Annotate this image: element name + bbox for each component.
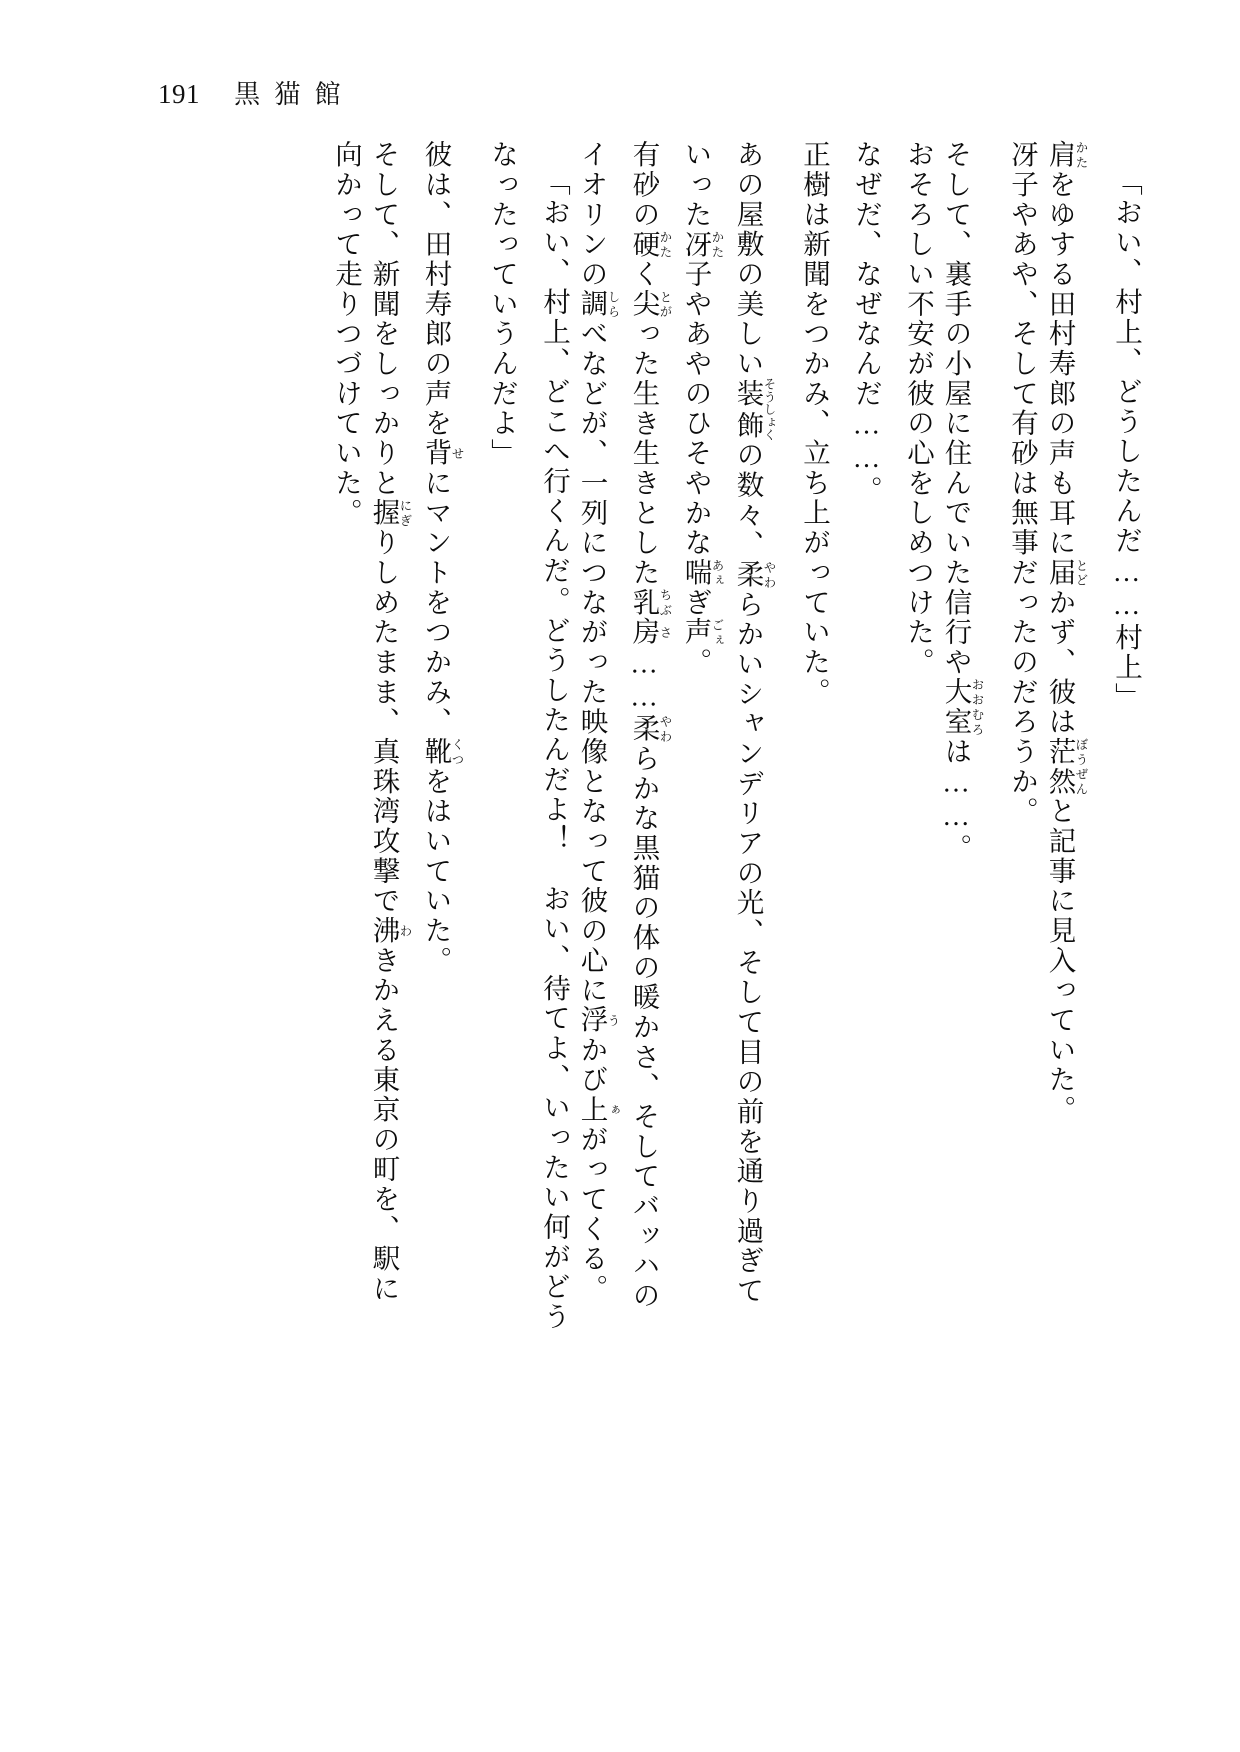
text-column: 肩かたをゆする田村寿郎の声も耳に届とどかず、彼は茫然ぼうぜんと記事に見入っていた。 bbox=[1044, 140, 1088, 1125]
vertical-text-body bbox=[100, 140, 1140, 1560]
running-title: 黒猫館 bbox=[234, 80, 355, 109]
text-column: 「おい、村上、どうしたんだ……村上」 bbox=[1111, 168, 1142, 713]
text-column: イオリンの調しらべなどが、一列につながった映像となって彼の心に浮うかび上ぁがってくる。 bbox=[576, 140, 620, 1304]
text-column: 有砂の硬かたく尖とがった生き生きとした乳ちぶ房さ……柔やわらかな黒猫の体の暖かさ、そしてバッハの bbox=[628, 140, 672, 1311]
text-column: 冴子やあや、そして有砂は無事だったのだろうか。 bbox=[1007, 140, 1038, 827]
text-column: 向かって走りつづけていた。 bbox=[331, 140, 362, 528]
text-column: いった冴かた子やあやのひそやかな喘あぇぎ声ごぇ。 bbox=[680, 140, 724, 678]
text-column: あの屋敷の美しい装飾そうしょくの数々、柔やわらかいシャンデリアの光、そして目の前を通り過ぎて bbox=[732, 140, 776, 1306]
running-head bbox=[158, 74, 355, 111]
text-column: 正樹は新聞をつかみ、立ち上がっていた。 bbox=[799, 140, 830, 707]
text-column: そして、新聞をしっかりと握にぎりしめたまま、真珠湾攻撃で沸わきかえる東京の町を、駅に bbox=[368, 140, 412, 1304]
text-column: 彼は、田村寿郎の声を背せにマントをつかみ、靴くつをはいていた。 bbox=[420, 140, 464, 976]
page-number: 191 bbox=[158, 79, 201, 109]
text-column: そして、裏手の小屋に住んでいた信行や大室おおむろは……。 bbox=[940, 140, 984, 864]
text-column: なったっていうんだよ」 bbox=[487, 140, 518, 469]
text-column: 「おい、村上、どこへ行くんだ。どうしたんだよ！ おい、待てよ、いったい何がどう bbox=[539, 168, 570, 1332]
text-column: おそろしい不安が彼の心をしめつけた。 bbox=[903, 140, 934, 678]
text-column: なぜだ、なぜなんだ……。 bbox=[851, 140, 882, 506]
